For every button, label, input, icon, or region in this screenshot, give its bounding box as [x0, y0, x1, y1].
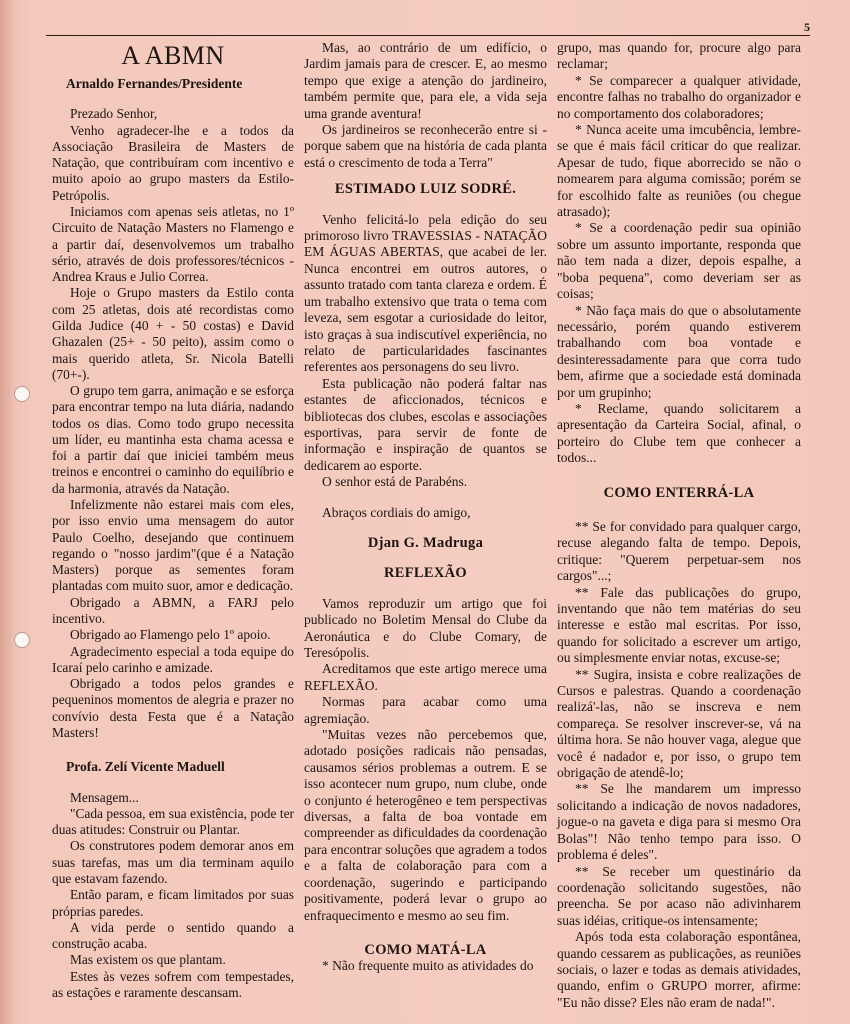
paragraph: Acreditamos que este artigo merece uma REFLEXÃO.: [304, 661, 547, 693]
paragraph: Hoje o Grupo masters da Estilo conta com 25 atletas, dois até recordistas como Gilda Judice (40 + - 50 costas) e David Ghazalen (25+ - 50 peito), assim como o mais querido atleta, Sr. Nicola Batelli (70+-).: [52, 285, 294, 382]
paragraph: Então param, e ficam limitados por suas próprias paredes.: [52, 887, 294, 919]
paragraph: * Reclame, quando solicitarem a apresentação da Carteira Social, afinal, o porteiro do Clube tem que conhecer a todos...: [557, 400, 801, 466]
column-left: [52, 40, 294, 1001]
header-rule: [46, 35, 810, 36]
paragraph: Mas, ao contrário de um edifício, o Jardim jamais para de crescer. E, ao mesmo tempo que exige a atenção do jardineiro, também permite que, para ele, a vida seja uma grande aventura!: [304, 40, 547, 121]
paragraph: "Muitas vezes não percebemos que, adotado posições radicais não pensadas, causamos sérios problemas a outrem. E se isso acontecer num grupo, num clube, onde o conjunto é heterogêneo e tem perspectivas diversas, a falta de boa vontade em compreender as dificuldades da coordenação para encontrar soluções que agradem a todos e a falta de colaboração para com a coordenação, sugerindo e participando positivamente, poderá levar o grupo ao enfraquecimento e mesmo ao seu fim.: [304, 727, 547, 923]
message-body: [52, 790, 294, 1002]
paragraph: Os jardineiros se reconhecerão entre si - porque sabem que na história de cada planta está o crescimento de toda a Terra": [304, 122, 547, 170]
paragraph: O senhor está de Parabéns.: [322, 474, 468, 490]
salutation: Prezado Senhor,: [70, 106, 158, 122]
paragraph: Mas existem os que plantam.: [70, 952, 226, 968]
paragraph: Vamos reproduzir um artigo que foi publicado no Boletim Mensal do Clube da Aeronáutica e do Clube Comary, de Teresópolis.: [304, 595, 547, 660]
page-number: 5: [804, 20, 810, 34]
paragraph: A vida perde o sentido quando a construção acaba.: [52, 919, 294, 952]
paragraph: Esta publicação não poderá faltar nas estantes de aficcionados, técnicos e bibliotecas dos clubes, escolas e associações esportivas, para servir de fonte de informação e inspiração de quantos se dedicarem ao esporte.: [304, 375, 547, 473]
paragraph: Iniciamos com apenas seis atletas, no 1º Circuito de Natação Masters no Flamengo e a partir daí, desenvolvemos um trabalho sério, através de dois professores/técnicos - Andrea Kraus e Julio Correa.: [52, 203, 294, 285]
column-middle: [304, 40, 547, 975]
page-edge-shadow: [0, 0, 14, 1024]
section-heading-reflexao: REFLEXÃO: [384, 565, 467, 582]
binder-hole: [14, 386, 30, 402]
paragraph: ** Fale das publicações do grupo, inventando que não tem matérias do seu interesse e estão mal escritas. Por isso, quando for solicitado a escrever um artigo, ou simplesmente enviar notas, excuse-se;: [557, 584, 801, 666]
paragraph: Obrigado ao Flamengo pelo 1º apoio.: [70, 627, 271, 643]
paragraph: Após toda esta colaboração espontânea, quando cessarem as publicações, as reuniões sociais, o lazer e todas as demais atividades, quando, enfim o GRUPO morrer, afirme: "Eu não disse? Eles não eram de nada!".: [557, 929, 801, 1010]
section-heading-enterra: COMO ENTERRÁ-LA: [603, 484, 755, 501]
paragraph: Mensagem...: [70, 789, 139, 805]
binder-hole: [14, 632, 30, 648]
paragraph: Os construtores podem demorar anos em suas tarefas, mas um dia terminam aquilo que estavam fazendo.: [52, 838, 294, 886]
paragraph: Normas para acabar como uma agremiação.: [304, 694, 547, 726]
subheading-author: Profa. Zelí Vicente Maduell: [66, 759, 225, 775]
letter-body: [52, 123, 294, 742]
column-right: [557, 40, 801, 1011]
paragraph: grupo, mas quando for, procure algo para reclamar;: [557, 40, 801, 72]
paragraph: Venho agradecer-lhe e a todos da Associação Brasileira de Masters de Natação, que contribuíram com incentivo e muito apoio ao grupo masters da Estilo-Petrópolis.: [52, 122, 294, 203]
paragraph: ** Se lhe mandarem um impresso solicitando a indicação de novos nadadores, jogue-o na gaveta e diga para si mesmo Ora Bolas"! Não tenho tempo para isso. O problema é deles".: [557, 781, 801, 863]
paragraph: O grupo tem garra, animação e se esforça para encontrar tempo na luta diária, nadando todos os dias. Como todo grupo necessita um líder, eu mantinha esta chama acessa e foi a partir daí que iniciei também meus treinos e encontrei o caminho do equilíbrio e da harmonia, através da Natação.: [52, 383, 294, 496]
paragraph: Obrigado a ABMN, a FARJ pelo incentivo.: [52, 594, 294, 626]
paragraph: ** Se receber um questinário da coordenação solicitando sugestões, não preencha. Se por acaso não adivinharem suas idéias, critique-os intensamente;: [557, 863, 801, 928]
paragraph: Estes às vezes sofrem com tempestades, as estações e raramente descansam.: [52, 968, 294, 1000]
article-author: Arnaldo Fernandes/Presidente: [66, 76, 243, 91]
paragraph: * Se comparecer a qualquer atividade, encontre falhas no trabalho do organizador e no comportamento dos colaboradores;: [557, 72, 801, 121]
paragraph: Agradecimento especial a toda equipe do Icaraí pelo carinho e amizade.: [52, 643, 294, 675]
paragraph: Obrigado a todos pelos grandes e pequeninos momentos de alegria e prazer no convívio desta Festa que é a Natação Masters!: [52, 676, 294, 740]
paragraph: ** Sugira, insista e cobre realizações de Cursos e palestras. Quando a coordenação realizá'-las, não se inscreva e nem compareça. Se resolver inscrever-se, vá na última hora. Se não houver vaga, alegue que você é nadador e, por isso, o grupo tem obrigação de atendê-lo;: [557, 666, 801, 781]
paragraph: Infelizmente não estarei mais com eles, por isso envio uma mensagem do autor Paulo Coelho, desejando que continuem regando o "nosso jardim"(que é a Natação Masters) porque as sementes foram plantadas com muito suor, amor e dedicação.: [52, 497, 294, 594]
closing: Abraços cordiais do amigo,: [322, 504, 471, 520]
paragraph: "Cada pessoa, em sua existência, pode ter duas atitudes: Construir ou Plantar.: [52, 805, 294, 838]
paragraph: * Não faça mais do que o absolutamente necessário, porém quando estiverem trabalhando com boa vontade e desinteressadamente para que corra tudo bem, afirme que a sociedade está dominada por um grupinho;: [557, 302, 801, 400]
paragraph: * Se a coordenação pedir sua opinião sobre um assunto importante, responda que não tem nada a dizer, depois espalhe, a "boba pequena", como deveriam ser as coisas;: [557, 220, 801, 302]
signature: Djan G. Madruga: [367, 534, 484, 551]
paragraph: * Nunca aceite uma imcubência, lembre-se que é mais fácil criticar do que realizar. Apesar de tudo, fique aborrecido se não o nomearem para alguma comissão; porém se for escolhido falte as reuniões (ou chegue atrasado);: [557, 122, 801, 220]
paragraph: ** Se for convidado para qualquer cargo, recuse alegando falta de tempo. Depois, critique: "Querem perpetuar-sem nos cargos"...;: [557, 518, 801, 584]
article-title: A ABMN: [121, 41, 225, 70]
paragraph: * Não frequente muito as atividades do: [322, 958, 534, 974]
paragraph: Venho felicitá-lo pela edição do seu primoroso livro TRAVESSIAS - NATAÇÃO EM ÁGUAS ABERTAS, que acabei de ler. Nunca encontrei em outros autores, o assunto tratado com tanta clareza e ordem. É um trabalho extensivo que trata o tema com leveza, sem esgotar a curiosidade do leitor, isto graças à sua indiscutível experiência, no relato de particularidades fascinantes referentes aos personagens do seu livro.: [304, 211, 547, 375]
section-heading-sodre: ESTIMADO LUIZ SODRÉ.: [334, 181, 517, 198]
section-heading-mata: COMO MATÁ-LA: [364, 941, 487, 958]
